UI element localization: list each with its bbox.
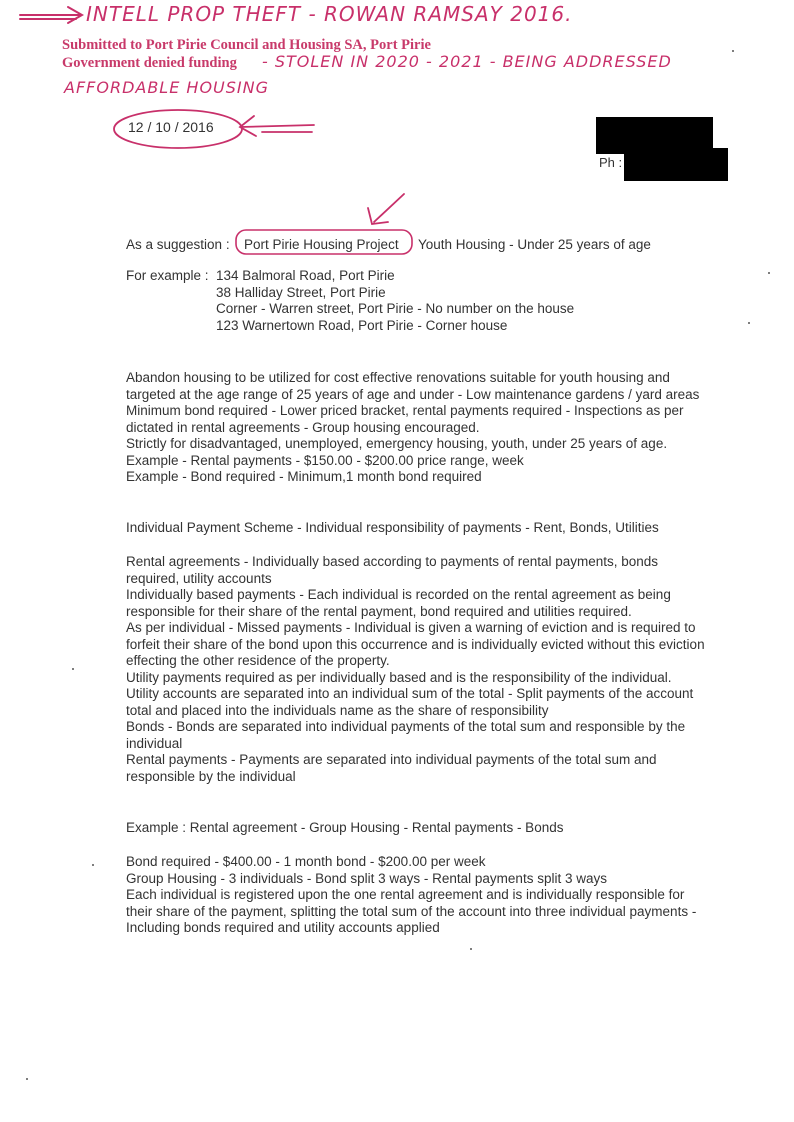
redacted-block-bottom [624, 148, 728, 181]
project-name: Port Pirie Housing Project [244, 237, 399, 252]
paragraph-line: required, utility accounts [126, 570, 272, 586]
paragraph-line: Utility accounts are separated into an individual sum of the total - Split payments of the account [126, 686, 694, 701]
paragraph-line: Bond required - $400.00 - 1 month bond - $200.00 per week [126, 854, 486, 869]
paragraph-line: Strictly for disadvantaged, unemployed, emergency housing, youth, under 25 years of age. [126, 436, 668, 451]
scan-speck [92, 864, 94, 866]
denied-line: Government denied funding [62, 55, 237, 71]
suggestion-suffix: Youth Housing - Under 25 years of age [418, 237, 651, 252]
scan-speck [732, 50, 734, 52]
paragraph-line: Rental payments - Payments are separated into individual payments of the total sum and [126, 752, 657, 767]
scheme-heading: Individual Payment Scheme - Individual responsibility of payments - Rent, Bonds, Utilities [126, 520, 659, 535]
address-item: 134 Balmoral Road, Port Pirie [216, 268, 395, 283]
handwritten-stolen-note: - STOLEN IN 2020 - 2021 - BEING ADDRESSED [262, 52, 672, 71]
paragraph-line: Including bonds required and utility accounts applied [126, 920, 440, 935]
paragraph-line: forfeit their share of the bond upon this occurrence and is individually evicted without this eviction [126, 636, 705, 652]
address-item: 38 Halliday Street, Port Pirie [216, 284, 386, 300]
paragraph-line: Rental agreements - Individually based according to payments of rental payments, bonds [126, 554, 659, 569]
paragraph-line: Example - Bond required - Minimum,1 month bond required [126, 469, 482, 484]
example-heading: Example : Rental agreement - Group Housing - Rental payments - Bonds [126, 820, 564, 835]
paragraph-line: Group Housing - 3 individuals - Bond split 3 ways - Rental payments split 3 ways [126, 870, 607, 886]
submitted-line: Submitted to Port Pirie Council and Housing SA, Port Pirie [62, 37, 431, 53]
scan-speck [72, 668, 74, 670]
example-paragraph [126, 854, 746, 937]
abandon-housing-paragraph [126, 370, 746, 486]
paragraph-line: As per individual - Missed payments - Individual is given a warning of eviction and is required to [126, 620, 696, 635]
paragraph-line: effecting the other residence of the property. [126, 653, 390, 668]
paragraph-line: Utility payments required as per individually based and is the responsibility of the individual. [126, 669, 672, 685]
address-list [216, 268, 574, 334]
scan-speck [470, 948, 472, 950]
paragraph-line: individual [126, 735, 183, 751]
paragraph-line: Example - Rental payments - $150.00 - $200.00 price range, week [126, 452, 524, 468]
scheme-paragraph [126, 554, 746, 785]
phone-label: Ph : [599, 155, 623, 170]
paragraph-line: Each individual is registered upon the one rental agreement and is individually responsible for [126, 887, 685, 902]
handwritten-title: INTELL PROP THEFT - ROWAN RAMSAY 2016. [86, 2, 573, 26]
scan-speck [26, 1078, 28, 1080]
suggestion-prefix: As a suggestion : [126, 237, 230, 252]
paragraph-line: Bonds - Bonds are separated into individual payments of the total sum and responsible by the [126, 719, 686, 734]
paragraph-line: Minimum bond required - Lower priced bracket, rental payments required - Inspections as per [126, 403, 684, 418]
scan-speck [768, 272, 770, 274]
scan-speck [748, 322, 750, 324]
paragraph-line: Abandon housing to be utilized for cost effective renovations suitable for youth housing and [126, 370, 670, 385]
paragraph-line: responsible by the individual [126, 768, 296, 784]
handwritten-arrow-icon [18, 4, 88, 26]
document-date: 12 / 10 / 2016 [128, 119, 214, 135]
paragraph-line: total and placed into the individuals name as the share of responsibility [126, 702, 549, 718]
paragraph-line: Individually based payments - Each individual is recorded on the rental agreement as being [126, 587, 671, 602]
paragraph-line: their share of the payment, splitting the total sum of the account into three individual payments - [126, 903, 697, 919]
address-item: 123 Warnertown Road, Port Pirie - Corner house [216, 317, 508, 333]
address-item: Corner - Warren street, Port Pirie - No number on the house [216, 301, 575, 316]
example-label: For example : [126, 268, 209, 283]
date-pointer-arrow-icon [236, 112, 318, 142]
paragraph-line: responsible for their share of the rental payment, bond required and utilities required. [126, 603, 632, 619]
paragraph-line: targeted at the age range of 25 years of age and under - Low maintenance gardens / yard areas [126, 386, 700, 402]
handwritten-affordable-housing: AFFORDABLE HOUSING [64, 78, 269, 97]
paragraph-line: dictated in rental agreements - Group housing encouraged. [126, 419, 480, 435]
project-pointer-arrow-icon [362, 190, 412, 230]
